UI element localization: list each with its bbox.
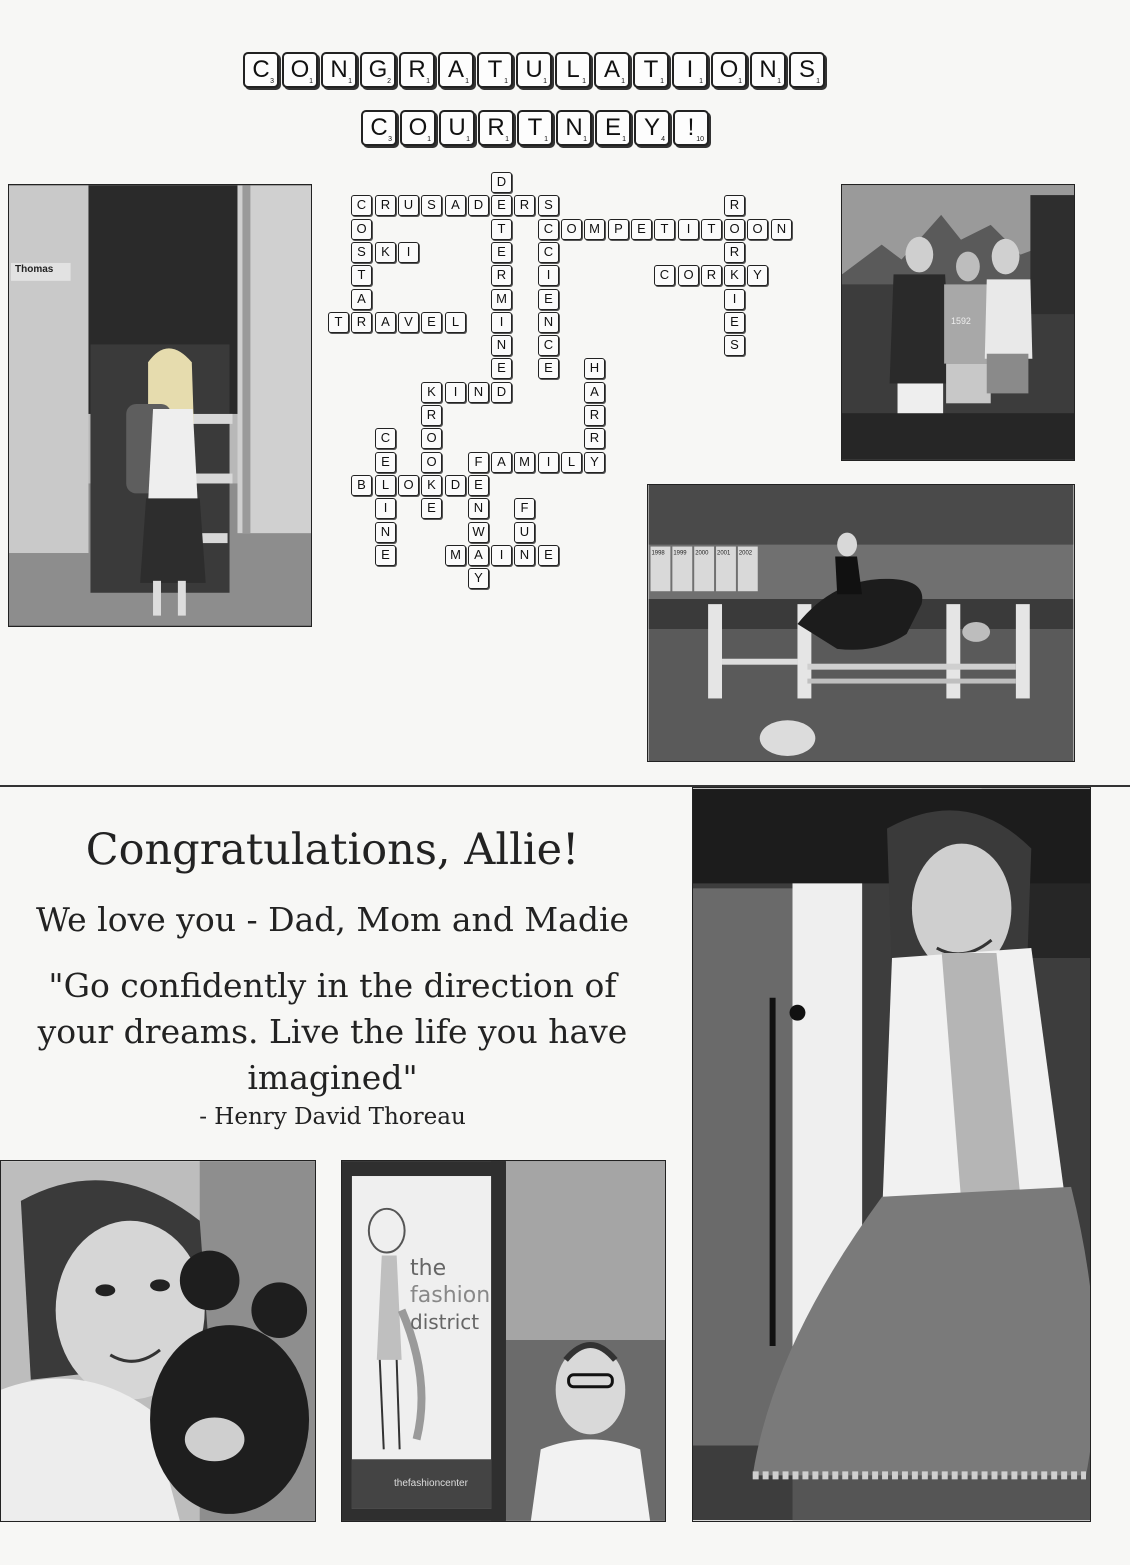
crossword-letter-tile: N bbox=[468, 382, 489, 403]
crossword-letter-tile: L bbox=[445, 312, 466, 333]
header-letter-tile bbox=[556, 110, 592, 146]
crossword-letter-tile: O bbox=[747, 219, 768, 240]
tile-letter: C bbox=[370, 114, 388, 141]
tile-score: 1 bbox=[504, 78, 508, 85]
header-letter-tile bbox=[243, 52, 279, 88]
crossword-letter-tile: N bbox=[491, 335, 512, 356]
crossword-letter-tile: I bbox=[491, 545, 512, 566]
tile-letter: N bbox=[759, 56, 777, 83]
crossword-letter-tile: E bbox=[631, 219, 652, 240]
tile-score: 1 bbox=[660, 78, 664, 85]
quote-line-2: your dreams. Live the life you have bbox=[37, 1012, 628, 1051]
crossword-letter-tile: R bbox=[701, 265, 722, 286]
crossword-letter-tile: I bbox=[398, 242, 419, 263]
tile-score: 1 bbox=[543, 78, 547, 85]
crossword-letter-tile: L bbox=[561, 452, 582, 473]
shirt-text: 1592 bbox=[951, 315, 971, 326]
crossword-letter-tile: V bbox=[398, 312, 419, 333]
tile-letter: G bbox=[368, 56, 388, 83]
header-letter-tile bbox=[399, 52, 435, 88]
header-letter-tile bbox=[555, 52, 591, 88]
tile-score: 1 bbox=[583, 136, 587, 143]
tile-letter: O bbox=[719, 56, 739, 83]
crossword-letter-tile: K bbox=[421, 475, 442, 496]
crossword-letter-tile: A bbox=[468, 545, 489, 566]
crossword-letter-tile: A bbox=[351, 289, 372, 310]
tile-letter: S bbox=[798, 56, 815, 83]
photo-fashion-district bbox=[341, 1160, 666, 1522]
crossword-letter-tile: R bbox=[724, 242, 745, 263]
crossword-letter-tile: R bbox=[584, 428, 605, 449]
tile-score: 1 bbox=[309, 78, 313, 85]
tile-score: 1 bbox=[621, 78, 625, 85]
header-letter-tile bbox=[321, 52, 357, 88]
crossword-letter-tile: A bbox=[375, 312, 396, 333]
crossword-letter-tile: T bbox=[654, 219, 675, 240]
tile-letter: C bbox=[252, 56, 270, 83]
tile-letter: T bbox=[643, 56, 659, 83]
crossword-letter-tile: Y bbox=[747, 265, 768, 286]
crossword-letter-tile: E bbox=[538, 358, 559, 379]
crossword-letter-tile: O bbox=[351, 219, 372, 240]
tile-score: 1 bbox=[466, 136, 470, 143]
tile-score: 2 bbox=[387, 78, 391, 85]
tile-score: 1 bbox=[427, 136, 431, 143]
tile-score: 1 bbox=[426, 78, 430, 85]
crossword-letter-tile: I bbox=[375, 498, 396, 519]
header-letter-tile bbox=[438, 52, 474, 88]
tile-score: 4 bbox=[661, 136, 665, 143]
crossword-letter-tile: O bbox=[421, 452, 442, 473]
tile-score: 1 bbox=[465, 78, 469, 85]
header-letter-tile bbox=[478, 110, 514, 146]
header-letter-tile bbox=[400, 110, 436, 146]
quote-attribution: - Henry David Thoreau bbox=[199, 1104, 466, 1130]
year-banner-label: 1999 bbox=[673, 550, 687, 557]
tile-letter: R bbox=[487, 114, 505, 141]
crossword-letter-tile: E bbox=[724, 312, 745, 333]
crossword-letter-tile: Y bbox=[584, 452, 605, 473]
crossword-letter-tile: O bbox=[678, 265, 699, 286]
crossword-letter-tile: A bbox=[491, 452, 512, 473]
tile-letter: U bbox=[448, 114, 466, 141]
allie-heading: Congratulations, Allie! bbox=[85, 825, 580, 875]
crossword-letter-tile: R bbox=[375, 195, 396, 216]
crossword-letter-tile: E bbox=[468, 475, 489, 496]
tile-letter: I bbox=[686, 56, 694, 83]
crossword-letter-tile: E bbox=[375, 545, 396, 566]
header-letter-tile bbox=[633, 52, 669, 88]
crossword-letter-tile: D bbox=[468, 195, 489, 216]
tile-score: 1 bbox=[738, 78, 742, 85]
crossword-letter-tile: N bbox=[538, 312, 559, 333]
tile-score: 1 bbox=[816, 78, 820, 85]
fashion-sign-line-3: district bbox=[410, 1310, 480, 1334]
tile-score: 10 bbox=[696, 136, 704, 143]
crossword-letter-tile: O bbox=[421, 428, 442, 449]
crossword-letter-tile: R bbox=[491, 265, 512, 286]
header-letter-tile bbox=[634, 110, 670, 146]
crossword-letter-tile: R bbox=[421, 405, 442, 426]
crossword-letter-tile: K bbox=[421, 382, 442, 403]
year-banner-label: 1998 bbox=[651, 550, 665, 557]
crossword-letter-tile: I bbox=[445, 382, 466, 403]
tile-score: 1 bbox=[622, 136, 626, 143]
year-banner-label: 2001 bbox=[717, 550, 731, 557]
year-banner-label: 2002 bbox=[738, 550, 753, 557]
fashion-sign-line-1: the bbox=[410, 1256, 447, 1281]
crossword-letter-tile: O bbox=[561, 219, 582, 240]
crossword-letter-tile: S bbox=[724, 335, 745, 356]
crossword-letter-tile: E bbox=[421, 498, 442, 519]
crossword-letter-tile: M bbox=[514, 452, 535, 473]
crossword-letter-tile: T bbox=[701, 219, 722, 240]
crossword-letter-tile: H bbox=[584, 358, 605, 379]
crossword-letter-tile: D bbox=[445, 475, 466, 496]
crossword-letter-tile: A bbox=[584, 382, 605, 403]
crossword-letter-tile: O bbox=[724, 219, 745, 240]
crossword-letter-tile: E bbox=[491, 242, 512, 263]
tile-score: 3 bbox=[270, 78, 274, 85]
tile-score: 3 bbox=[388, 136, 392, 143]
crossword-letter-tile: F bbox=[468, 452, 489, 473]
bus-sign-text: Thomas bbox=[15, 264, 54, 275]
crossword-letter-tile: E bbox=[538, 289, 559, 310]
header-letter-tile bbox=[360, 52, 396, 88]
photo-girl-on-bus bbox=[8, 184, 312, 627]
tile-score: 1 bbox=[505, 136, 509, 143]
crossword-letter-tile: E bbox=[491, 358, 512, 379]
crossword-letter-tile: T bbox=[491, 219, 512, 240]
tile-letter: ! bbox=[687, 114, 695, 141]
tile-letter: A bbox=[603, 56, 620, 83]
tile-score: 1 bbox=[582, 78, 586, 85]
tile-letter: Y bbox=[643, 114, 660, 141]
crossword-letter-tile: S bbox=[538, 195, 559, 216]
header-letter-tile bbox=[672, 52, 708, 88]
crossword-letter-tile: L bbox=[375, 475, 396, 496]
crossword-letter-tile: I bbox=[678, 219, 699, 240]
crossword-letter-tile: I bbox=[538, 265, 559, 286]
header-letter-tile bbox=[594, 52, 630, 88]
crossword-letter-tile: R bbox=[584, 405, 605, 426]
crossword-letter-tile: I bbox=[538, 452, 559, 473]
crossword-letter-tile: N bbox=[771, 219, 792, 240]
quote-line-3: imagined" bbox=[247, 1058, 418, 1097]
crossword-letter-tile: B bbox=[351, 475, 372, 496]
crossword-letter-tile: E bbox=[538, 545, 559, 566]
crossword-letter-tile: R bbox=[724, 195, 745, 216]
crossword-letter-tile: T bbox=[328, 312, 349, 333]
crossword-letter-tile: Y bbox=[468, 568, 489, 589]
allie-from-line: We love you - Dad, Mom and Madie bbox=[35, 900, 630, 939]
tile-letter: R bbox=[408, 56, 426, 83]
crossword-letter-tile: S bbox=[351, 242, 372, 263]
crossword-letter-tile: M bbox=[491, 289, 512, 310]
crossword-letter-tile: P bbox=[608, 219, 629, 240]
crossword-letter-tile: O bbox=[398, 475, 419, 496]
tile-letter: E bbox=[604, 114, 621, 141]
tile-letter: O bbox=[290, 56, 310, 83]
tile-score: 1 bbox=[699, 78, 703, 85]
crossword-letter-tile: F bbox=[514, 498, 535, 519]
tile-letter: L bbox=[566, 56, 580, 83]
tile-letter: O bbox=[408, 114, 428, 141]
quote-line-1: "Go confidently in the direction of bbox=[48, 966, 617, 1005]
year-banner-label: 2000 bbox=[695, 550, 709, 557]
crossword-letter-tile: E bbox=[421, 312, 442, 333]
tile-letter: T bbox=[527, 114, 543, 141]
crossword-letter-tile: E bbox=[375, 452, 396, 473]
photo-three-friends bbox=[841, 184, 1075, 461]
crossword-letter-tile: K bbox=[375, 242, 396, 263]
tile-score: 1 bbox=[348, 78, 352, 85]
crossword-letter-tile: R bbox=[514, 195, 535, 216]
crossword-letter-tile: I bbox=[724, 289, 745, 310]
crossword-letter-tile: E bbox=[491, 195, 512, 216]
crossword-letter-tile: C bbox=[538, 242, 559, 263]
tile-letter: U bbox=[525, 56, 543, 83]
header-letter-tile bbox=[282, 52, 318, 88]
crossword-letter-tile: N bbox=[468, 498, 489, 519]
crossword-letter-tile: M bbox=[584, 219, 605, 240]
header-letter-tile bbox=[595, 110, 631, 146]
crossword-letter-tile: S bbox=[421, 195, 442, 216]
crossword-letter-tile: C bbox=[654, 265, 675, 286]
crossword-letter-tile: U bbox=[514, 522, 535, 543]
photo-girl-with-teddy-bear bbox=[0, 1160, 316, 1522]
crossword-letter-tile: M bbox=[445, 545, 466, 566]
crossword-letter-tile: C bbox=[375, 428, 396, 449]
header-letter-tile bbox=[361, 110, 397, 146]
crossword-letter-tile: C bbox=[351, 195, 372, 216]
header-letter-tile bbox=[789, 52, 825, 88]
header-letter-tile bbox=[477, 52, 513, 88]
crossword-letter-tile: I bbox=[491, 312, 512, 333]
tile-letter: N bbox=[565, 114, 583, 141]
header-letter-tile bbox=[516, 52, 552, 88]
crossword-letter-tile: K bbox=[724, 265, 745, 286]
crossword-letter-tile: D bbox=[491, 382, 512, 403]
header-letter-tile bbox=[439, 110, 475, 146]
crossword-letter-tile: U bbox=[398, 195, 419, 216]
fashion-sign-line-2: fashion bbox=[410, 1283, 491, 1308]
tile-score: 1 bbox=[777, 78, 781, 85]
crossword-letter-tile: R bbox=[351, 312, 372, 333]
crossword-letter-tile: A bbox=[445, 195, 466, 216]
crossword-letter-tile: C bbox=[538, 219, 559, 240]
fashion-footer-text: thefashioncenter bbox=[394, 1478, 468, 1489]
header-letter-tile bbox=[517, 110, 553, 146]
photo-horse-jumping bbox=[647, 484, 1075, 762]
tile-score: 1 bbox=[544, 136, 548, 143]
crossword-letter-tile: D bbox=[491, 172, 512, 193]
crossword-letter-tile: T bbox=[351, 265, 372, 286]
tile-letter: A bbox=[447, 56, 464, 83]
crossword-letter-tile: N bbox=[375, 522, 396, 543]
header-letter-tile bbox=[673, 110, 709, 146]
tile-letter: N bbox=[330, 56, 348, 83]
header-letter-tile bbox=[750, 52, 786, 88]
header-letter-tile bbox=[711, 52, 747, 88]
photo-girl-in-skirt bbox=[692, 787, 1091, 1522]
tile-letter: T bbox=[487, 56, 503, 83]
crossword-letter-tile: C bbox=[538, 335, 559, 356]
crossword-letter-tile: W bbox=[468, 522, 489, 543]
crossword-letter-tile: N bbox=[514, 545, 535, 566]
